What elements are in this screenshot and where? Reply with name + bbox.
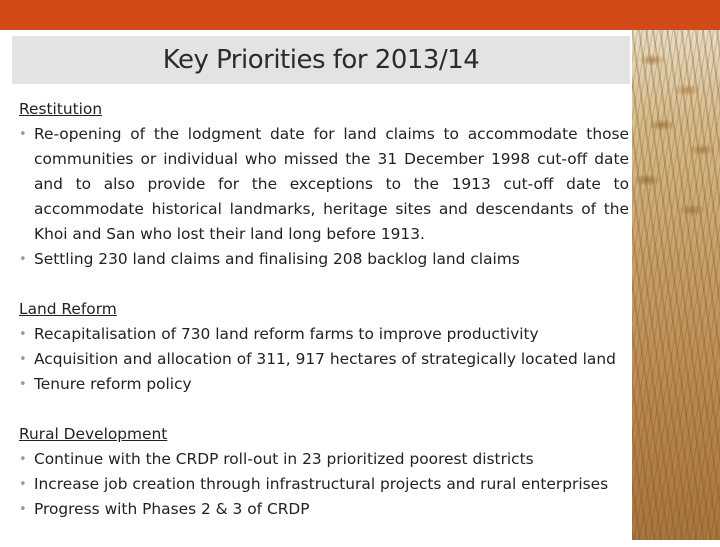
- list-item-text: Settling 230 land claims and finalising 208 backlog land claims: [34, 250, 520, 268]
- list-item-text: Re-opening of the lodgment date for land claims to accommodate those communities or individual who missed the 31 December 1998 cut-off date and to also provide for the exceptions to the 1913 cut-off date to accommodate historical landmarks, heritage sites and descendants of the Khoi and San who lost their land long before 1913.: [34, 125, 629, 243]
- list-item: [19, 447, 629, 472]
- bullet-list: [19, 447, 629, 522]
- section-restitution: [19, 97, 629, 272]
- list-item: [19, 247, 629, 272]
- top-accent-bar: [0, 0, 720, 30]
- wheat-image: [632, 30, 720, 540]
- bullet-icon: •: [19, 127, 27, 142]
- section-heading: Restitution: [19, 100, 103, 118]
- list-item-text: Progress with Phases 2 & 3 of CRDP: [34, 500, 310, 518]
- bullet-icon: •: [19, 452, 27, 467]
- list-item: [19, 122, 629, 247]
- title-banner: [12, 36, 630, 84]
- list-item: [19, 372, 629, 397]
- bullet-icon: •: [19, 252, 27, 267]
- list-item-text: Acquisition and allocation of 311, 917 hectares of strategically located land: [34, 350, 616, 368]
- bullet-icon: •: [19, 352, 27, 367]
- section-heading: Land Reform: [19, 300, 117, 318]
- list-item: [19, 472, 629, 497]
- bullet-list: [19, 122, 629, 272]
- bullet-list: [19, 322, 629, 397]
- list-item: [19, 497, 629, 522]
- list-item: [19, 347, 629, 372]
- section-rural-development: [19, 422, 629, 522]
- content-body: [19, 97, 629, 547]
- section-heading: Rural Development: [19, 425, 168, 443]
- bullet-icon: •: [19, 327, 27, 342]
- page-title: Key Priorities for 2013/14: [162, 45, 480, 75]
- list-item-text: Continue with the CRDP roll-out in 23 prioritized poorest districts: [34, 450, 534, 468]
- bullet-icon: •: [19, 477, 27, 492]
- bullet-icon: •: [19, 502, 27, 517]
- section-land-reform: [19, 297, 629, 397]
- list-item-text: Tenure reform policy: [34, 375, 192, 393]
- list-item-text: Recapitalisation of 730 land reform farms to improve productivity: [34, 325, 539, 343]
- list-item: [19, 322, 629, 347]
- list-item-text: Increase job creation through infrastructural projects and rural enterprises: [34, 475, 609, 493]
- bullet-icon: •: [19, 377, 27, 392]
